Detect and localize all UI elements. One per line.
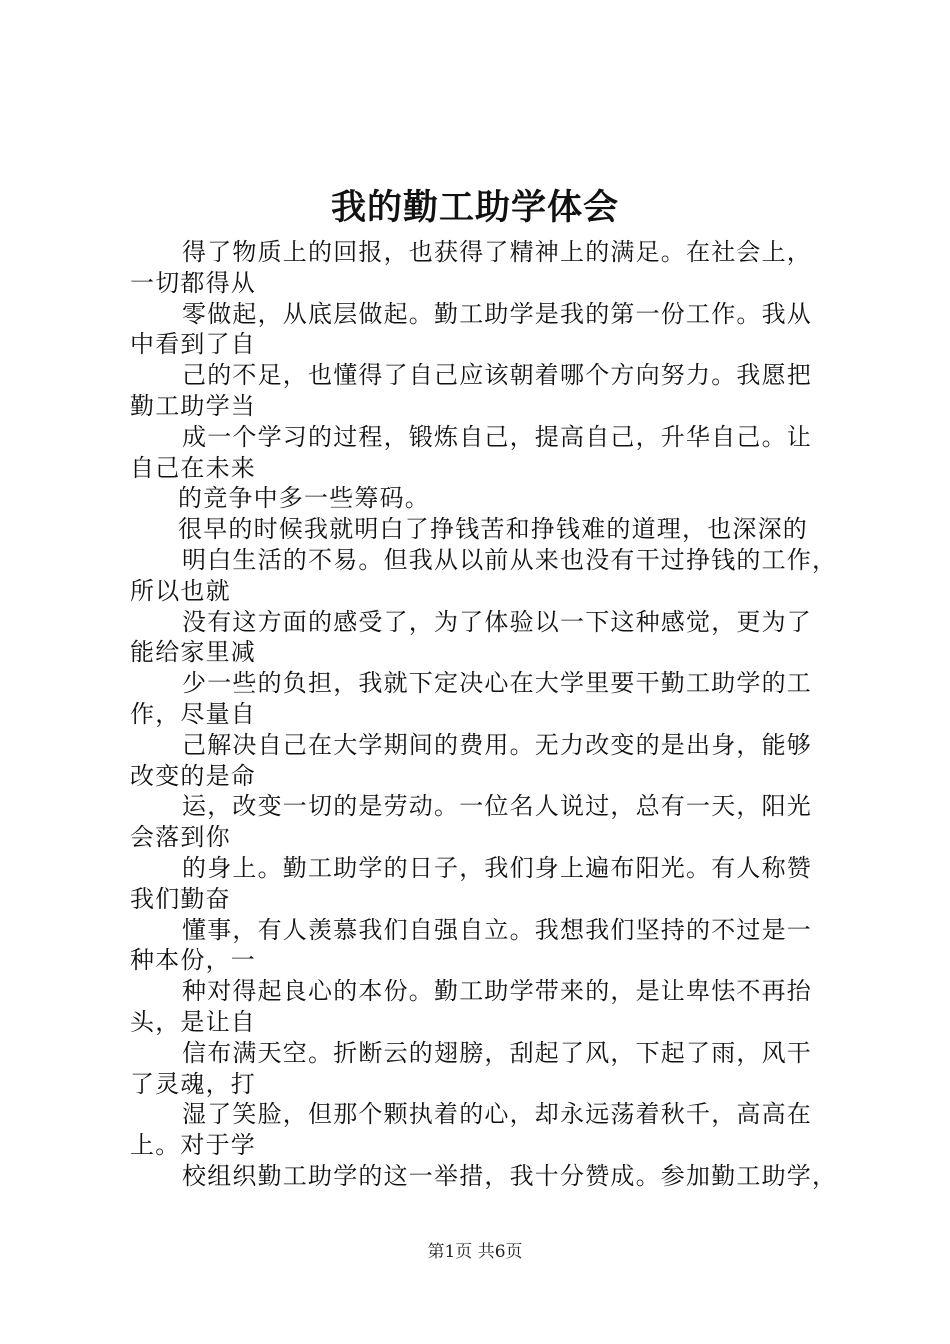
- text-line: 所以也就: [130, 576, 231, 605]
- document-body: [130, 237, 860, 1192]
- text-line: 一切都得从: [130, 268, 256, 297]
- text-line: 没有这方面的感受了，为了体验以一下这种感觉，更为了: [182, 607, 812, 636]
- text-line: 零做起，从底层做起。勤工助学是我的第一份工作。我从: [182, 299, 812, 328]
- text-line: 湿了笑脸，但那个颗执着的心，却永远荡着秋千，高高在: [182, 1100, 812, 1129]
- text-line: 校组织勤工助学的这一举措，我十分赞成。参加勤工助学，: [182, 1161, 838, 1190]
- text-line: 明白生活的不易。但我从以前从来也没有干过挣钱的工作，: [182, 545, 838, 574]
- text-line: 的身上。勤工助学的日子，我们身上遍布阳光。有人称赞: [182, 853, 812, 882]
- text-line: 很早的时候我就明白了挣钱苦和挣钱难的道理，也深深的: [178, 515, 808, 544]
- text-line: 我们勤奋: [130, 884, 231, 913]
- text-line: 运，改变一切的是劳动。一位名人说过，总有一天，阳光: [182, 792, 812, 821]
- text-line: 少一些的负担，我就下定决心在大学里要干勤工助学的工: [182, 669, 812, 698]
- document-title: 我的勤工助学体会: [330, 187, 619, 228]
- text-line: 信布满天空。折断云的翅膀，刮起了风，下起了雨，风干: [182, 1038, 812, 1067]
- text-line: 勤工助学当: [130, 391, 256, 420]
- text-line: 会落到你: [130, 823, 231, 852]
- text-line: 改变的是命: [130, 761, 256, 790]
- text-line: 成一个学习的过程，锻炼自己，提高自己，升华自己。让: [182, 422, 812, 451]
- text-line: 了灵魂，打: [130, 1069, 256, 1098]
- text-line: 的竞争中多一些筹码。: [178, 484, 430, 513]
- text-line: 懂事，有人羡慕我们自强自立。我想我们坚持的不过是一: [182, 915, 812, 944]
- text-line: 己的不足，也懂得了自己应该朝着哪个方向努力。我愿把: [182, 361, 812, 390]
- text-line: 种对得起良心的本份。勤工助学带来的，是让卑怯不再抬: [182, 977, 812, 1006]
- text-line: 得了物质上的回报，也获得了精神上的满足。在社会上，: [182, 238, 812, 266]
- text-line: 己解决自己在大学期间的费用。无力改变的是出身，能够: [182, 730, 812, 759]
- page-footer: 第1页 共6页: [427, 1242, 523, 1262]
- text-line: 作，尽量自: [130, 699, 256, 728]
- text-line: 头，是让自: [130, 1007, 256, 1036]
- text-line: 能给家里减: [130, 638, 256, 667]
- text-line: 中看到了自: [130, 330, 256, 359]
- text-line: 种本份，一: [130, 946, 256, 975]
- text-line: 自己在未来: [130, 453, 256, 482]
- text-line: 上。对于学: [130, 1131, 256, 1160]
